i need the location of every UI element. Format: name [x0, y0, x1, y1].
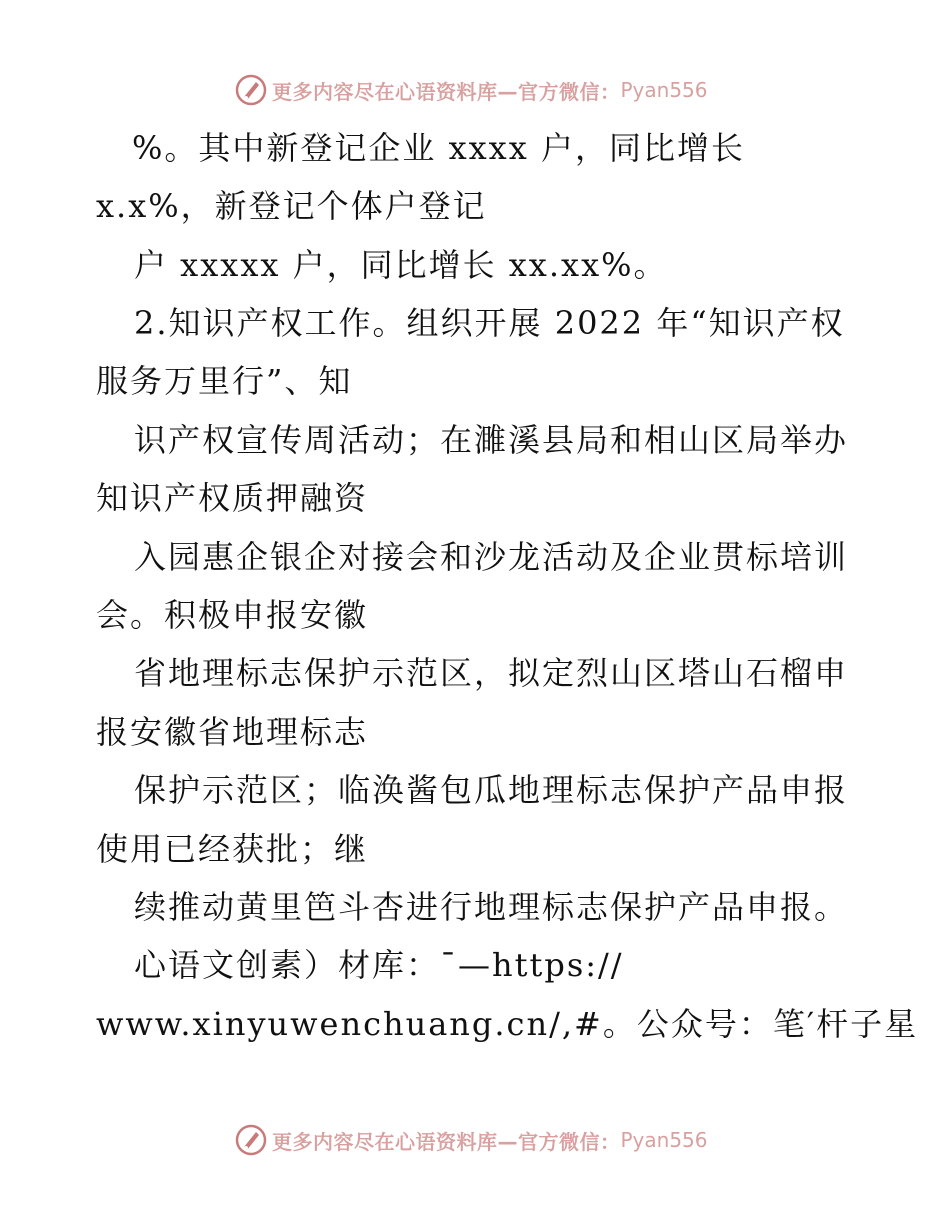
- body-line: 户 xxxxx 户，同比增长 xx.xx%。: [134, 246, 668, 284]
- wechat-handle: Pyan556: [620, 1128, 708, 1152]
- body-line: x.x%，新登记个体户登记: [96, 187, 487, 225]
- body-line: 报安徽省地理标志: [96, 713, 369, 751]
- body-line: 会。积极申报安徽: [96, 596, 369, 634]
- wechat-handle: Pyan556: [620, 78, 708, 102]
- body-line: 续推动黄里笆斗杏进行地理标志保护产品申报。: [134, 888, 849, 926]
- body-line: 心语文创素）材库：¯—https://: [134, 946, 624, 984]
- banner-text: 更多内容尽在心语资料库—官方微信：: [272, 79, 621, 104]
- body-line: %。其中新登记企业 xxxx 户，同比增长: [132, 129, 745, 167]
- footer-banner: [234, 1122, 708, 1158]
- pen-nib-logo-icon: [234, 1123, 268, 1157]
- body-line: 2.知识产权工作。组织开展 2022 年“知识产权: [134, 304, 845, 342]
- body-line: www.xinyuwenchuang.cn/,#。公众号：笔′杆子星: [96, 1005, 919, 1043]
- body-line: 识产权宣传周活动；在濉溪县局和相山区局举办: [134, 421, 849, 459]
- body-line: 知识产权质押融资: [96, 479, 369, 517]
- body-line: 保护示范区；临涣酱包瓜地理标志保护产品申报: [134, 771, 849, 809]
- body-line: 服务万里行”、知: [96, 362, 353, 400]
- body-line: 省地理标志保护示范区，拟定烈山区塔山石榴申: [134, 654, 849, 692]
- banner-text: 更多内容尽在心语资料库—官方微信：: [272, 1129, 621, 1154]
- body-line: 使用已经获批；继: [96, 830, 369, 868]
- body-line: 入园惠企银企对接会和沙龙活动及企业贯标培训: [134, 538, 849, 576]
